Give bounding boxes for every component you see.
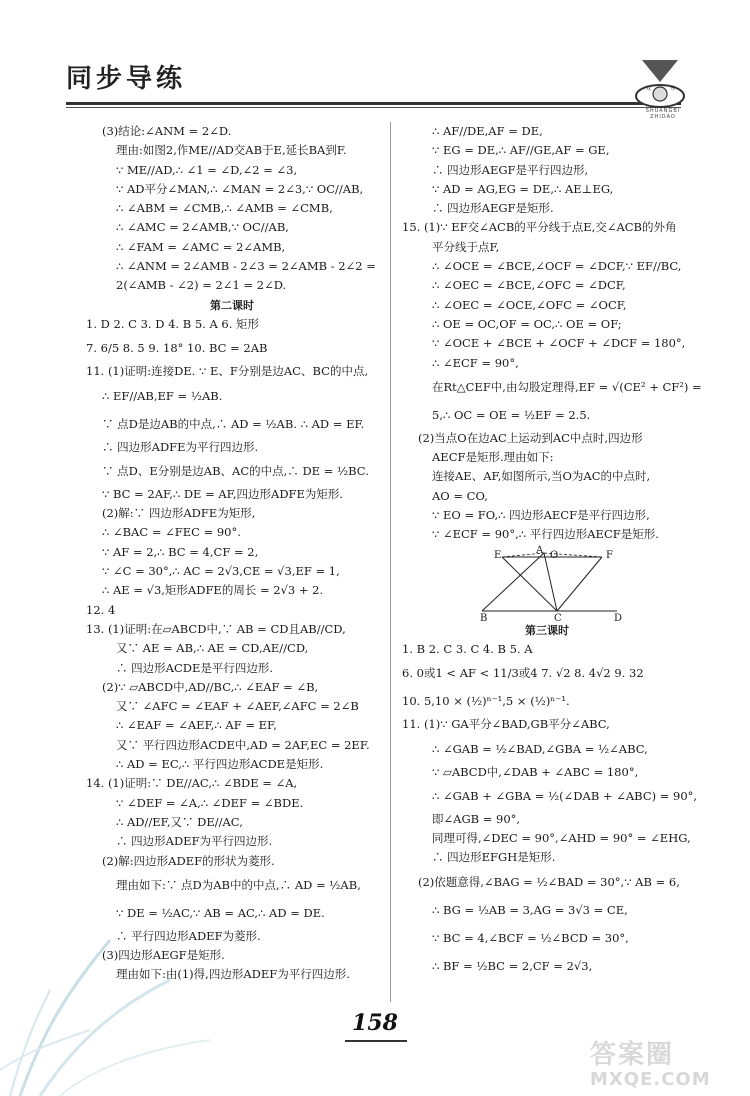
- text-line: ∵ ME//AD,∴ ∠1 = ∠D,∠2 = ∠3,: [116, 162, 298, 177]
- text-line: ∴ ∠GAB = ½∠BAD,∠GBA = ½∠ABC,: [432, 741, 648, 756]
- diagram-label-c: C: [554, 612, 562, 624]
- text-line: ∴ ∠BAC = ∠FEC = 90°.: [102, 525, 241, 540]
- answer-line: 12. 4: [86, 602, 116, 617]
- header-rule: [66, 102, 681, 105]
- text-line: ∴ 四边形ACDE是平行四边形.: [116, 660, 274, 675]
- text-line: 理由:如图2,作ME//AD交AB于E,延长BA到F.: [116, 143, 347, 158]
- text-line: 又∵ AE = AB,∴ AE = CD,AE//CD,: [116, 641, 309, 656]
- answer-line: 1. B 2. C 3. C 4. B 5. A: [402, 641, 533, 656]
- svg-text:导: 导: [670, 86, 676, 92]
- text-line: ∵ BC = 2AF,∴ DE = AF,四边形ADFE为矩形.: [102, 486, 344, 501]
- text-line: ∴ OE = OC,OF = OC,∴ OE = OF;: [432, 316, 622, 331]
- answer-line: 7. 6/5 8. 5 9. 18° 10. BC = 2AB: [86, 341, 268, 356]
- text-line: ∴ ∠GAB + ∠GBA = ½(∠DAB + ∠ABC) = 90°,: [432, 788, 698, 803]
- text-line: 又∵ ∠AFC = ∠EAF + ∠AEF,∠AFC = 2∠B: [116, 699, 359, 714]
- text-line: ∴ 四边形AEGF是矩形.: [432, 201, 554, 216]
- text-line: ∴ 四边形EFGH是矩形.: [432, 850, 556, 865]
- text-line: ∴ ∠FAM = ∠AMC = 2∠AMB,: [116, 239, 286, 254]
- text-line: ∵ ∠C = 30°,∴ AC = 2√3,CE = √3,EF = 1,: [102, 564, 340, 579]
- text-line: 在Rt△CEF中,由勾股定理得,EF = √(CE² + CF²) =: [432, 379, 702, 394]
- text-line: (2)依题意得,∠BAG = ½∠BAD = 30°,∵ AB = 6,: [418, 874, 680, 889]
- diagram-label-o: O: [550, 549, 559, 561]
- diagram-figure: [402, 545, 692, 621]
- decorative-leaf-illustration: [0, 880, 280, 1096]
- text-line: ∵ AD = AG,EG = DE,∴ AE⊥EG,: [432, 181, 614, 196]
- brand-logo-icon: [630, 56, 690, 116]
- text-line: ∵ EG = DE,∴ AF//GE,AF = GE,: [432, 143, 610, 158]
- text-line: ∴ ∠OEC = ∠OCE,∠OFC = ∠OCF,: [432, 297, 627, 312]
- section-heading: 第三课时: [525, 623, 569, 637]
- left-column: [86, 122, 378, 985]
- text-line: ∴ AD = EC,∴ 平行四边形ACDE是矩形.: [116, 757, 324, 772]
- text-line: 理由如下:∵ 点D为AB中的中点,∴ AD = ½AB,: [116, 877, 361, 892]
- text-line: (3)结论:∠ANM = 2∠D.: [102, 124, 232, 138]
- diagram-label-f: F: [606, 549, 613, 561]
- text-line: 平分线于点F,: [432, 239, 500, 254]
- text-line: AO = CO,: [432, 488, 488, 503]
- text-line: ∵ DE = ½AC,∵ AB = AC,∴ AD = DE.: [116, 905, 325, 920]
- watermark: [590, 1034, 740, 1094]
- text-line: ∴ ∠ECF = 90°,: [432, 355, 519, 370]
- text-line: 15. (1)∵ EF交∠ACB的平分线于点E,交∠ACB的外角: [402, 220, 677, 235]
- text-line: ∴ ∠OCE = ∠BCE,∠OCF = ∠DCF,∵ EF//BC,: [432, 259, 682, 274]
- text-line: ∴ ∠ABM = ∠CMB,∴ ∠AMB = ∠CMB,: [116, 201, 333, 216]
- text-line: ∴ 四边形ADFE为平行四边形.: [102, 439, 259, 454]
- text-line: AECF是矩形.理由如下:: [432, 450, 554, 465]
- text-line: ∴ EF//AB,EF = ½AB.: [102, 388, 223, 403]
- text-line: (2)∵ ▱ABCD中,AD//BC,∴ ∠EAF = ∠B,: [102, 679, 319, 694]
- text-line: ∴ ∠ANM = 2∠AMB - 2∠3 = 2∠AMB - 2∠2 =: [116, 259, 376, 274]
- text-line: ∴ 四边形ADEF为平行四边形.: [116, 834, 273, 849]
- text-line: 2(∠AMB - ∠2) = 2∠1 = 2∠D.: [116, 278, 287, 293]
- answer-line: 10. 5,10 × (½)ⁿ⁻¹,5 × (½)ⁿ⁻¹.: [402, 694, 570, 709]
- text-line: 14. (1)证明:∵ DE//AC,∴ ∠BDE = ∠A,: [86, 776, 298, 791]
- diagram-label-b: B: [480, 612, 488, 624]
- page-number: 158: [352, 1010, 398, 1036]
- right-column: [402, 122, 702, 980]
- text-line: ∴ ∠EAF = ∠AEF,∴ AF = EF,: [116, 718, 277, 733]
- logo-caption: SHUANGBI ZHIDAO: [645, 108, 681, 120]
- text-line: ∵ ▱ABCD中,∠DAB + ∠ABC = 180°,: [432, 764, 639, 779]
- text-line: 又∵ 平行四边形ACDE中,AD = 2AF,EC = 2EF.: [116, 737, 370, 752]
- header-rule-thin: [66, 107, 681, 108]
- text-line: 连接AE、AF,如图所示,当O为AC的中点时,: [432, 469, 651, 484]
- text-line: ∵ 点D是边AB的中点,∴ AD = ½AB. ∴ AD = EF.: [102, 416, 365, 431]
- text-line: ∴ ∠AMC = 2∠AMB,∵ OC//AB,: [116, 220, 289, 235]
- answer-line: 1. D 2. C 3. D 4. B 5. A 6. 矩形: [86, 316, 260, 331]
- text-line: ∵ AD平分∠MAN,∴ ∠MAN = 2∠3,∵ OC//AB,: [116, 181, 364, 196]
- page-title: 同步导练: [66, 64, 187, 94]
- text-line: ∵ BC = 4,∠BCF = ½∠BCD = 30°,: [432, 930, 629, 945]
- text-line: (2)当点O在边AC上运动到AC中点时,四边形: [418, 430, 643, 445]
- svg-text:双: 双: [646, 86, 652, 92]
- column-divider: [390, 122, 391, 1002]
- diagram-label-e: E: [494, 549, 502, 561]
- text-line: 5,∴ OC = OE = ½EF = 2.5.: [432, 407, 591, 422]
- diagram-label-a: A: [536, 544, 544, 556]
- text-line: ∴ 平行四边形ADEF为菱形.: [116, 928, 261, 943]
- text-line: ∴ ∠OEC = ∠BCE,∠OFC = ∠DCF,: [432, 278, 626, 293]
- page-number-underline: [345, 1040, 407, 1042]
- diagram-label-d: D: [614, 612, 623, 624]
- text-line: ∴ AF//DE,AF = DE,: [432, 124, 543, 138]
- text-line: 11. (1)∵ GA平分∠BAD,GB平分∠ABC,: [402, 717, 610, 732]
- text-line: (2)解:四边形ADEF的形状为菱形.: [102, 853, 275, 868]
- text-line: ∴ BG = ½AB = 3,AG = 3√3 = CE,: [432, 902, 628, 917]
- text-line: ∴ 四边形AEGF是平行四边形,: [432, 162, 589, 177]
- text-line: ∵ 点D、E分别是边AB、AC的中点,∴ DE = ½BC.: [102, 463, 369, 478]
- text-line: 理由如下:由(1)得,四边形ADEF为平行四边形.: [116, 967, 350, 982]
- geometry-diagram: [402, 544, 692, 624]
- section-heading: 第二课时: [210, 298, 254, 312]
- watermark-title: 答案圈: [590, 1040, 675, 1070]
- text-line: ∴ AE = √3,矩形ADFE的周长 = 2√3 + 2.: [102, 583, 324, 598]
- text-line: 同理可得,∠DEC = 90°,∠AHD = 90° = ∠EHG,: [432, 831, 691, 846]
- answer-line: 6. 0或1 < AF < 11/3或4 7. √2 8. 4√2 9. 32: [402, 666, 644, 681]
- text-line: ∵ ∠DEF = ∠A,∴ ∠DEF = ∠BDE.: [116, 795, 304, 810]
- text-line: ∵ AF = 2,∴ BC = 4,CF = 2,: [102, 544, 259, 559]
- text-line: (2)解:∵ 四边形ADFE为矩形,: [102, 506, 256, 521]
- text-line: ∵ ∠ECF = 90°,∴ 平行四边形AECF是矩形.: [432, 527, 659, 542]
- text-line: (3)四边形AEGF是矩形.: [102, 948, 225, 963]
- text-line: ∴ BF = ½BC = 2,CF = 2√3,: [432, 958, 593, 973]
- watermark-url: MXQE.COM: [590, 1069, 711, 1090]
- text-line: 13. (1)证明:在▱ABCD中,∵ AB = CD且AB//CD,: [86, 621, 346, 636]
- text-line: 11. (1)证明:连接DE. ∵ E、F分别是边AC、BC的中点,: [86, 364, 369, 379]
- text-line: ∵ ∠OCE + ∠BCE + ∠OCF + ∠DCF = 180°,: [432, 336, 686, 351]
- text-line: 即∠AGB = 90°,: [432, 811, 521, 826]
- text-line: ∴ AD//EF,又∵ DE//AC,: [116, 814, 243, 829]
- text-line: ∵ EO = FO,∴ 四边形AECF是平行四边形,: [432, 508, 650, 523]
